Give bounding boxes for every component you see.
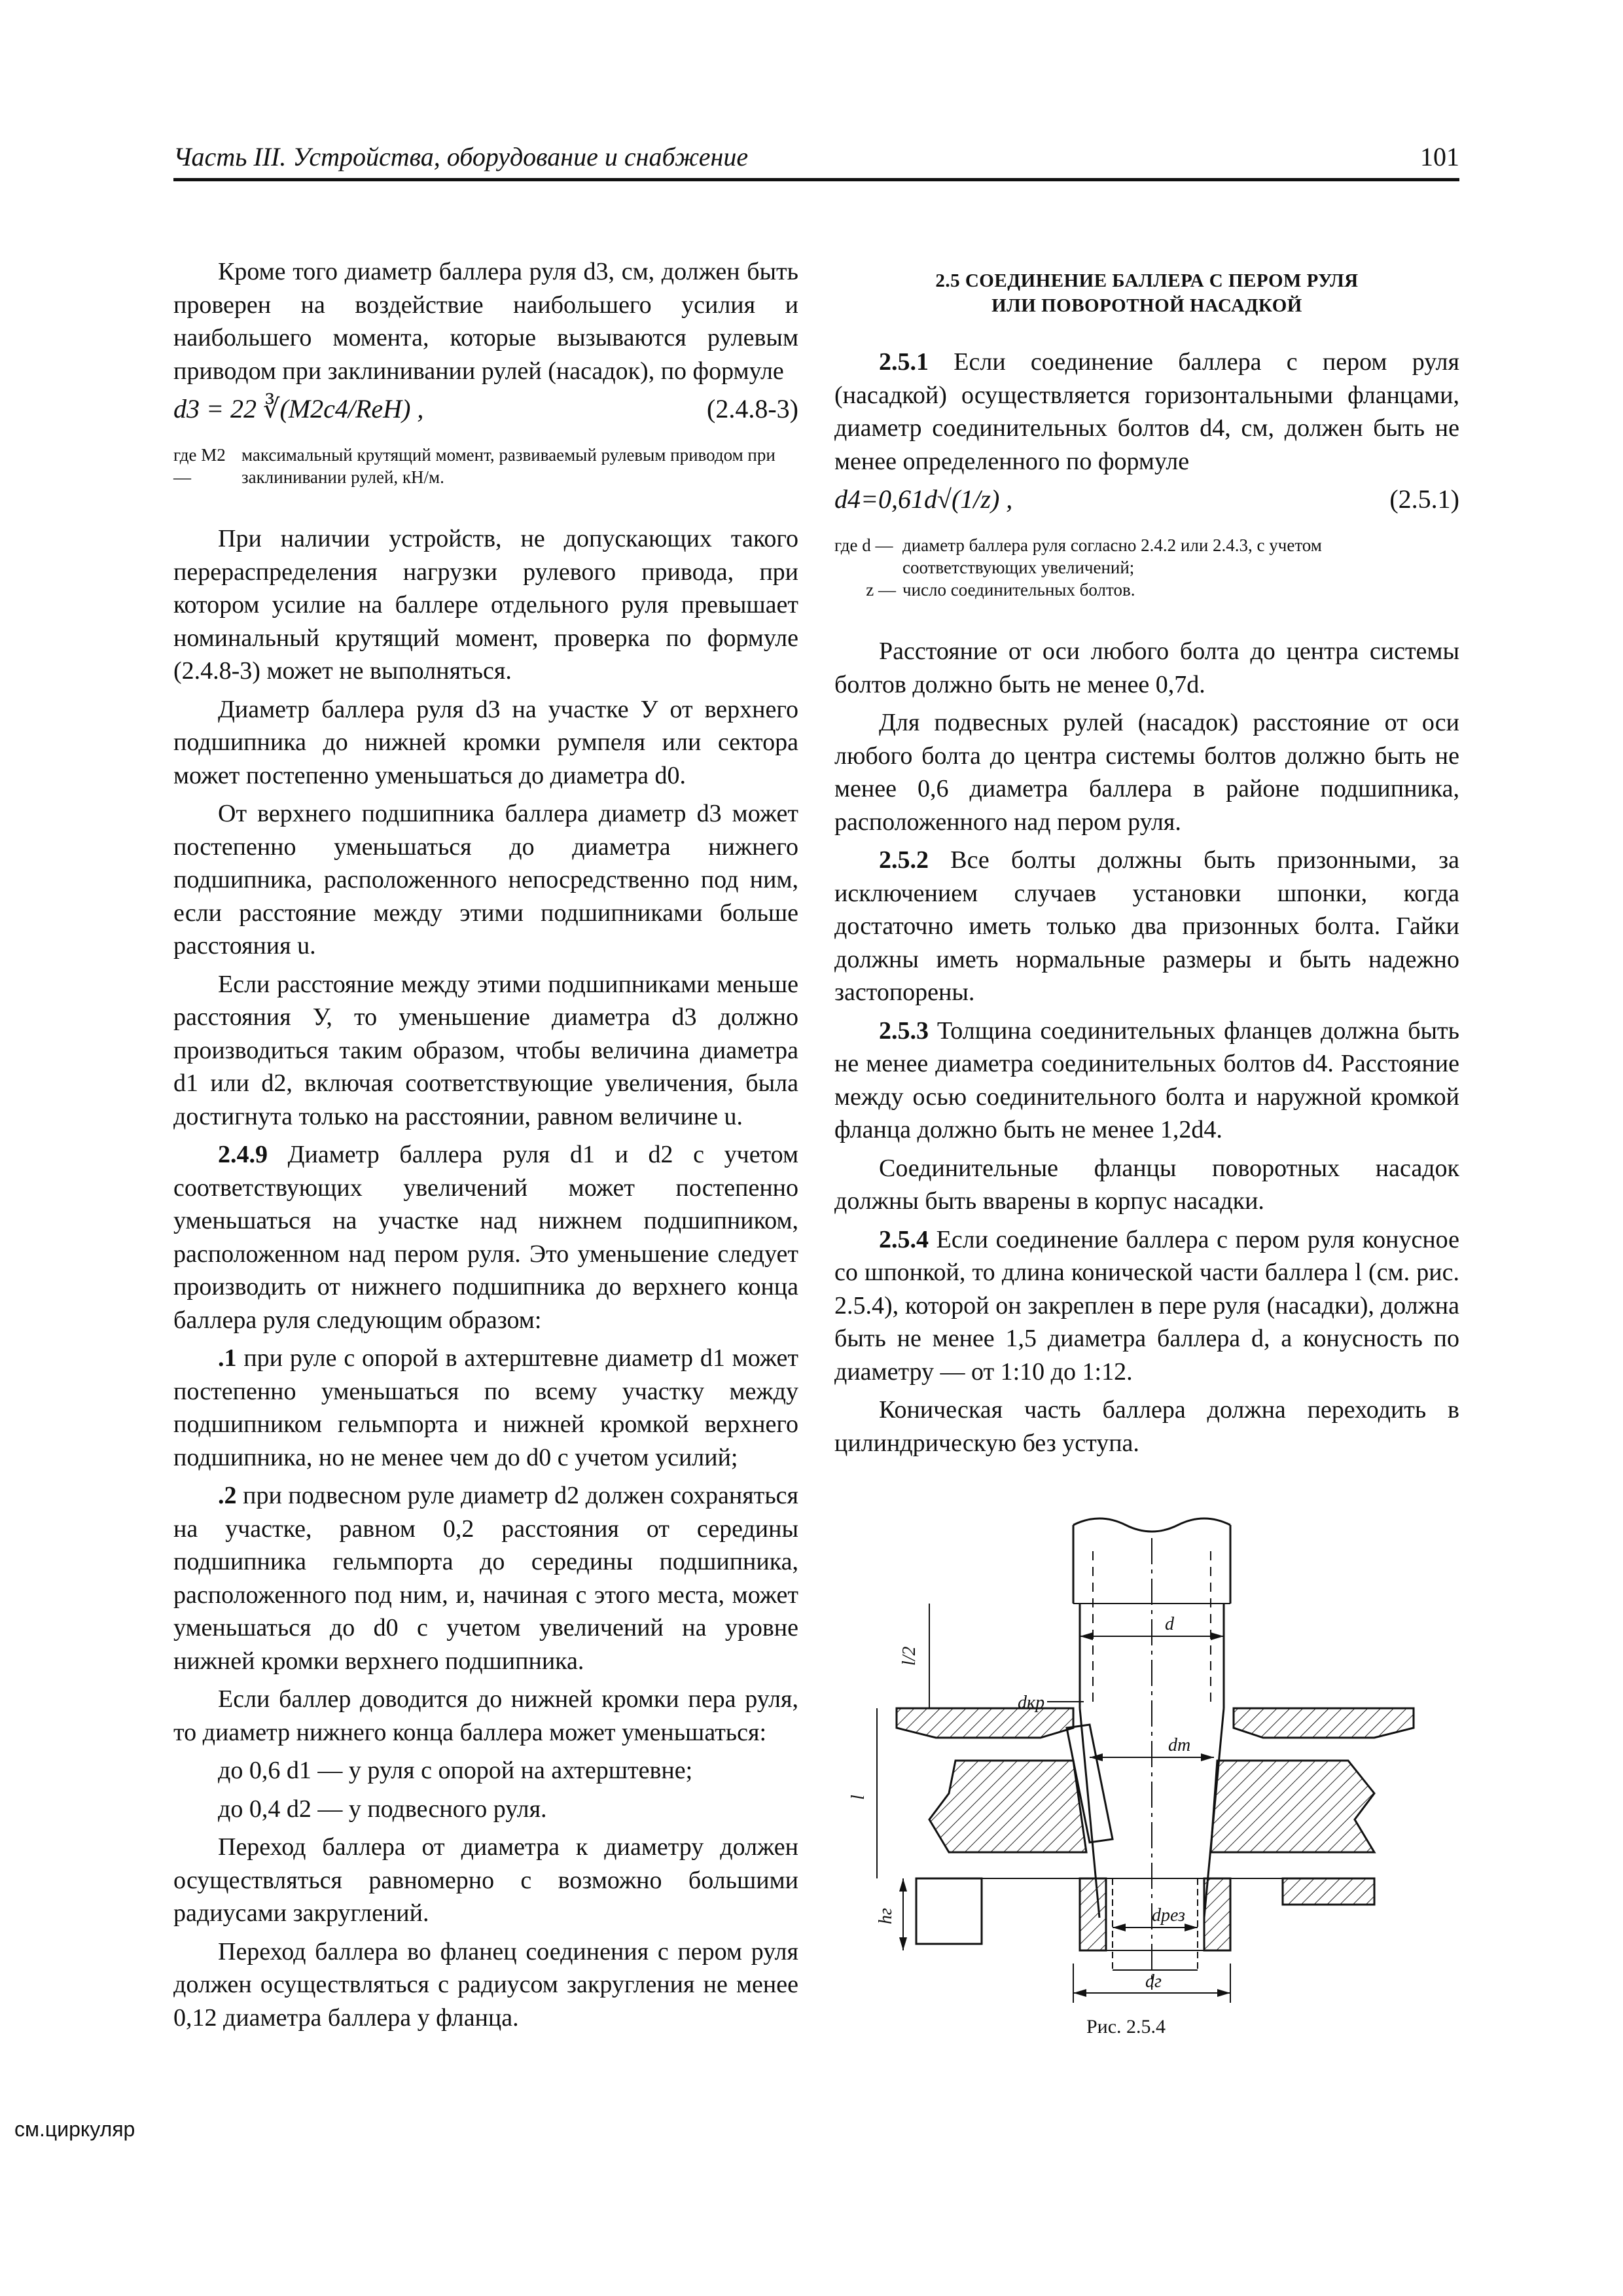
paragraph: Расстояние от оси любого болта до центра системы болтов должно быть не менее 0,7d. [834, 637, 1459, 698]
item-number: .1 [218, 1344, 237, 1372]
formula-expression: d3 = 22 ∛(M2c4/ReH) , [173, 394, 424, 423]
shaft-break-line [1073, 1518, 1230, 1532]
paragraph: до 0,6 d1 — у руля с опорой на ахтерштевне; [218, 1757, 693, 1784]
formula-2-4-8-3 [173, 393, 798, 432]
paragraph-2-5-3 [834, 1014, 1459, 1147]
paragraph: Переход баллера от диаметра к диаметру должен осуществляться равномерно с возможно большими радиусами закруглений. [173, 1833, 798, 1927]
page-number: 101 [1420, 142, 1459, 171]
dim-arrow [1185, 1924, 1198, 1931]
clause-text: Если соединение баллера с пером руля конусное со шпонкой, то длина конической части баллера l (см. рис. 2.5.4), которой он закреплен в пере руля (насадки), должна быть не менее 1,5 диаметра баллера d, а конусность по диаметру — от 1:10 до 1:12. [834, 1225, 1459, 1386]
rudder-body-right [1211, 1761, 1374, 1852]
formula-number: (2.5.1) [1389, 484, 1459, 514]
paragraph: Если расстояние между этими подшипниками меньше расстояния У, то уменьшение диаметра d3 должно производиться таким образом, чтобы величина диаметра d1 или d2, включая соответствующие увеличения, была достигнута только на расстоянии, равном величине u. [173, 970, 798, 1130]
paragraph: При наличии устройств, не допускающих такого перераспределения нагрузки рулевого привода, при котором усилие на баллере отдельного руля превышает номинальный крутящий момент, проверка по формуле (2.4.8-3) может не выполняться. [173, 525, 798, 685]
paragraph: Для подвесных рулей (насадок) расстояние от оси любого болта до центра системы болтов должно быть не менее 0,6 диаметра баллера в районе подшипника, расположенного над пером руля. [834, 709, 1459, 836]
dim-arrow [1211, 1632, 1224, 1640]
circular-note: см.циркуляр [14, 2117, 135, 2141]
formula-number: (2.4.8-3) [707, 394, 798, 423]
legend-label: где d — [834, 535, 893, 555]
section-title [834, 268, 1459, 318]
section-title-line: ИЛИ ПОВОРОТНОЙ НАСАДКОЙ [991, 295, 1302, 316]
clause-number: 2.5.1 [879, 348, 929, 376]
label-dkr: dкр [1018, 1693, 1045, 1713]
paragraph: Соединительные фланцы поворотных насадок должны быть вварены в корпус насадки. [834, 1154, 1459, 1215]
paragraph: От верхнего подшипника баллера диаметр d3 может постепенно уменьшаться до диаметра нижнего подшипника, расположенного непосредственно под ним, если расстояние между этими подшипниками больше расстояния u. [173, 800, 798, 960]
item-text: при руле с опорой в ахтерштевне диаметр d1 может постепенно уменьшаться по всему участку между подшипником гельмпорта и нижней кромкой верхнего подшипника, но не менее чем до d0 с учетом усилий; [173, 1344, 798, 1471]
formula-expression: d4=0,61d√(1/z) , [834, 484, 1013, 514]
label-hr: hг [876, 1908, 896, 1924]
bottom-housing-right [1283, 1878, 1374, 1905]
page-header [173, 141, 1459, 178]
figure-caption: Рис. 2.5.4 [1086, 2016, 1166, 2037]
legend-label: z — [866, 580, 896, 600]
label-l2: l/2 [899, 1646, 919, 1666]
paragraph-2-5-1 [834, 346, 1459, 478]
clause-text: Диаметр баллера руля d1 и d2 с учетом соответствующих увеличений может постепенно уменьшаться на участке над нижнем подшипником, расположенном над пером руля. Это уменьшение следует производить от нижнего подшипника до верхнего конца баллера руля следующим образом: [173, 1141, 798, 1334]
paragraph: Кроме того диаметр баллера руля d3, см, должен быть проверен на воздействие наибольшего усилия и наибольшего момента, которые вызываются рулевым приводом при заклинивании рулей (насадок), по формуле [173, 258, 798, 385]
label-l: l [848, 1795, 868, 1800]
label-dm: dm [1168, 1735, 1191, 1755]
clause-text: Если соединение баллера с пером руля (насадкой) осуществляется горизонтальными фланцами, диаметр соединительных болтов d4, см, должен быть не менее определенного по формуле [834, 348, 1459, 475]
rudder-body-left [929, 1761, 1086, 1852]
label-dres: dрез [1152, 1905, 1185, 1926]
right-column [834, 262, 1459, 1465]
paragraph-item-2 [173, 1479, 798, 1677]
section-title-line: 2.5 СОЕДИНЕНИЕ БАЛЛЕРА С ПЕРОМ РУЛЯ [935, 270, 1359, 291]
paragraph-2-5-2 [834, 844, 1459, 1009]
paragraph-item-1 [173, 1342, 798, 1474]
clause-number: 2.4.9 [218, 1141, 268, 1168]
figure-2-5-4-drawing [848, 1512, 1453, 2009]
label-dr: dг [1145, 1971, 1162, 1992]
clause-number: 2.5.2 [879, 846, 929, 874]
paragraph: Коническая часть баллера должна переходить в цилиндрическую без уступа. [834, 1396, 1459, 1457]
header-rule [173, 178, 1459, 181]
paragraph-2-5-4 [834, 1223, 1459, 1389]
legend-label: где M2 — [173, 445, 226, 487]
paragraph: Переход баллера во фланец соединения с пером руля должен осуществляться с радиусом закругления не менее 0,12 диаметра баллера у фланца. [173, 1937, 798, 2032]
dim-arrow [1113, 1924, 1126, 1931]
dim-arrow [899, 1878, 907, 1892]
clause-number: 2.5.3 [879, 1016, 929, 1045]
left-column [173, 255, 798, 2039]
paragraph: до 0,4 d2 — у подвесного руля. [218, 1795, 547, 1823]
formula-2-5-1 [834, 483, 1459, 522]
dim-arrow [1201, 1753, 1214, 1761]
legend-text: диаметр баллера руля согласно 2.4.2 или 2.4.3, с учетом соответствующих увеличений; [902, 535, 1322, 577]
formula-legend [173, 444, 798, 488]
dim-arrow [1217, 1989, 1230, 1997]
rudder-plate-left [897, 1708, 1073, 1738]
rudder-plate-right [1234, 1708, 1414, 1738]
clause-number: 2.5.4 [879, 1225, 929, 1253]
running-title: Часть III. Устройства, оборудование и снабжение [173, 142, 749, 171]
dim-arrow [1080, 1632, 1093, 1640]
nut-right [1204, 1878, 1230, 1950]
legend-text: максимальный крутящий момент, развиваемый рулевым приводом при заклинивании рулей, кН/м. [241, 445, 776, 487]
legend-text: число соединительных болтов. [902, 580, 1135, 600]
dim-arrow [1073, 1989, 1086, 1997]
paragraph: Диаметр баллера руля d3 на участке У от верхнего подшипника до нижней кромки румпеля или сектора может постепенно уменьшаться до диаметра d0. [173, 695, 798, 789]
label-d: d [1165, 1614, 1174, 1634]
paragraph-2-4-9 [173, 1138, 798, 1336]
clause-text: Толщина соединительных фланцев должна быть не менее диаметра соединительных болтов d4. Расстояние между осью соединительного болта и наружной кромкой фланца должно быть не менее 1,2d4. [834, 1016, 1459, 1143]
formula-legend [834, 534, 1459, 601]
bottom-housing-left [916, 1878, 982, 1944]
clause-text: Все болты должны быть призонными, за исключением случаев установки шпонки, когда достаточно иметь только два призонных болта. Гайки должны иметь нормальные размеры и быть надежно застопорены. [834, 846, 1459, 1006]
dim-arrow [899, 1937, 907, 1950]
nut-left [1080, 1878, 1106, 1950]
paragraph: Если баллер доводится до нижней кромки пера руля, то диаметр нижнего конца баллера может уменьшаться: [173, 1685, 798, 1746]
item-number: .2 [218, 1482, 237, 1509]
item-text: при подвесном руле диаметр d2 должен сохраняться на участке, равном 0,2 расстояния от середины подшипника гельмпорта до середины подшипника, расположенного под ним, и, начиная с этого места, может уменьшаться до d0 с учетом увеличений на уровне нижней кромки верхнего подшипника. [173, 1482, 798, 1675]
